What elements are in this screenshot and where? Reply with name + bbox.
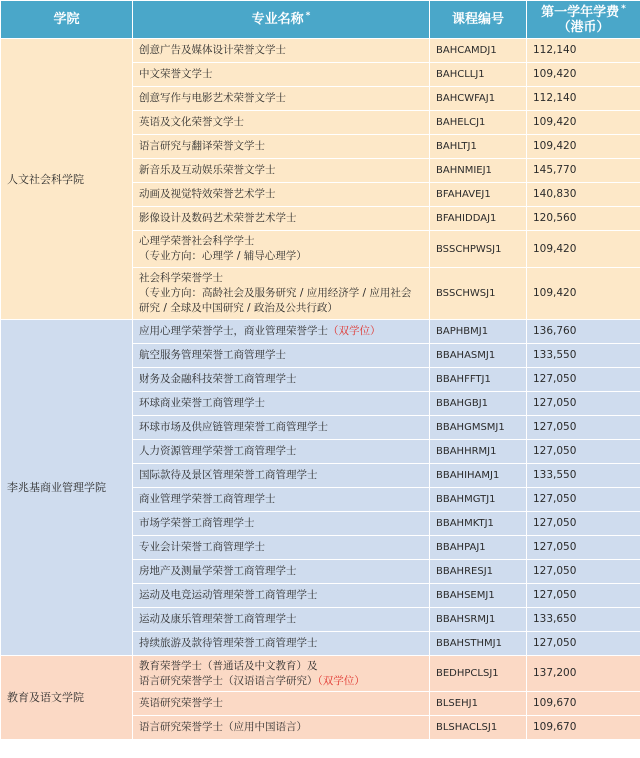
programme-name: 财务及金融科技荣誉工商管理学士 — [139, 373, 297, 385]
programme-name: 持续旅游及款待管理荣誉工商管理学士 — [139, 637, 318, 649]
course-code-cell: BFAHIDDAJ1 — [430, 207, 527, 231]
programme-name: 新音乐及互动娱乐荣誉文学士 — [139, 164, 276, 176]
programme-name: 语言研究与翻译荣誉文学士 — [139, 140, 265, 152]
course-code-cell: BBAHHRMJ1 — [430, 440, 527, 464]
tuition-fee-cell: 140,830 — [527, 183, 640, 207]
programme-name: 房地产及测量学荣誉工商管理学士 — [139, 565, 297, 577]
tuition-fee-cell: 112,140 — [527, 39, 640, 63]
faculty-cell: 李兆基商业管理学院 — [1, 320, 133, 656]
programme-name: 语言研究荣誉学士（应用中国语言） — [139, 721, 307, 733]
tuition-fee-cell: 127,050 — [527, 392, 640, 416]
tuition-fee-cell: 136,760 — [527, 320, 640, 344]
programme-name: 应用心理学荣誉学士，商业管理荣誉学士 — [139, 325, 328, 337]
course-code-cell: BFAHAVEJ1 — [430, 183, 527, 207]
course-code-cell: BAHLTJ1 — [430, 135, 527, 159]
programme-cell — [133, 207, 430, 231]
tuition-fee-cell: 127,050 — [527, 584, 640, 608]
header-programme: 专业名称 * — [133, 1, 430, 39]
course-code-cell: BAHELCJ1 — [430, 111, 527, 135]
tuition-fee-cell: 127,050 — [527, 416, 640, 440]
programme-name: 环球商业荣誉工商管理学士 — [139, 397, 265, 409]
table-row — [1, 320, 640, 344]
table-header-row — [1, 1, 640, 39]
course-code-cell: BSSCHWSJ1 — [430, 268, 527, 320]
course-code-cell: BBAHIHAMJ1 — [430, 464, 527, 488]
course-code-cell: BSSCHPWSJ1 — [430, 231, 527, 268]
tuition-fee-cell: 127,050 — [527, 560, 640, 584]
programme-cell — [133, 368, 430, 392]
programme-cell — [133, 560, 430, 584]
tuition-fee-cell: 133,550 — [527, 464, 640, 488]
programme-cell — [133, 716, 430, 740]
course-code-cell: BAHCAMDJ1 — [430, 39, 527, 63]
course-code-cell: BBAHMKTJ1 — [430, 512, 527, 536]
programme-cell — [133, 488, 430, 512]
course-code-cell: BBAHFFTJ1 — [430, 368, 527, 392]
course-code-cell: BBAHGBJ1 — [430, 392, 527, 416]
tuition-fee-cell: 109,670 — [527, 716, 640, 740]
tuition-fee-cell: 109,670 — [527, 692, 640, 716]
programme-cell — [133, 440, 430, 464]
programme-cell — [133, 416, 430, 440]
tuition-fee-cell: 109,420 — [527, 111, 640, 135]
programme-name: 商业管理学荣誉工商管理学士 — [139, 493, 276, 505]
dual-degree-badge: （双学位） — [317, 674, 365, 687]
tuition-fee-cell: 109,420 — [527, 135, 640, 159]
programme-name: 市场学荣誉工商管理学士 — [139, 517, 255, 529]
course-code-cell: BBAHASMJ1 — [430, 344, 527, 368]
programme-name: 创意广告及媒体设计荣誉文学士 — [139, 44, 286, 56]
programme-cell — [133, 392, 430, 416]
course-code-cell: BBAHRESJ1 — [430, 560, 527, 584]
programme-name: 英语研究荣誉学士 — [139, 697, 223, 709]
programme-name: 环球市场及供应链管理荣誉工商管理学士 — [139, 421, 328, 433]
programme-cell — [133, 692, 430, 716]
tuition-fee-cell: 137,200 — [527, 656, 640, 692]
tuition-fee-cell: 127,050 — [527, 536, 640, 560]
programme-cell — [133, 231, 430, 268]
course-code-cell: BBAHPAJ1 — [430, 536, 527, 560]
tuition-fee-cell: 109,420 — [527, 268, 640, 320]
tuition-fee-cell: 133,650 — [527, 608, 640, 632]
programme-cell — [133, 63, 430, 87]
course-code-cell: BAHCLLJ1 — [430, 63, 527, 87]
programme-name: 英语及文化荣誉文学士 — [139, 116, 244, 128]
faculty-cell: 人文社会科学院 — [1, 39, 133, 320]
table-row — [1, 39, 640, 63]
programme-name-line: 研究 / 全球及中国研究 / 政治及公共行政） — [139, 302, 338, 314]
dual-degree-badge: （双学位） — [328, 325, 381, 337]
programme-name: 教育荣誉学士（普通话及中文教育）及 — [139, 659, 318, 672]
programme-cell — [133, 268, 430, 320]
tuition-fee-cell: 145,770 — [527, 159, 640, 183]
programme-name: 运动及电竞运动管理荣誉工商管理学士 — [139, 589, 318, 601]
tuition-fee-cell: 112,140 — [527, 87, 640, 111]
programme-name-line: （专业方向：高龄社会及服务研究 / 应用经济学 / 应用社会 — [139, 287, 412, 299]
programme-cell — [133, 159, 430, 183]
programme-name: 动画及视觉特效荣誉艺术学士 — [139, 188, 276, 200]
tuition-fee-cell: 120,560 — [527, 207, 640, 231]
programme-name: 专业会计荣誉工商管理学士 — [139, 541, 265, 553]
tuition-fee-cell: 127,050 — [527, 440, 640, 464]
faculty-cell: 教育及语文学院 — [1, 656, 133, 740]
course-code-cell: BBAHMGTJ1 — [430, 488, 527, 512]
tuition-fee-cell: 109,420 — [527, 63, 640, 87]
programme-name: 航空服务管理荣誉工商管理学士 — [139, 349, 286, 361]
programme-cell — [133, 656, 430, 692]
header-faculty: 学院 — [1, 1, 133, 39]
programme-name: 国际款待及景区管理荣誉工商管理学士 — [139, 469, 318, 481]
programme-cell — [133, 87, 430, 111]
programme-name-line: 语言研究荣誉学士（汉语语言学研究） — [139, 674, 318, 687]
programme-cell — [133, 584, 430, 608]
programme-name: 运动及康乐管理荣誉工商管理学士 — [139, 613, 297, 625]
header-code: 课程编号 — [430, 1, 527, 39]
programme-cell — [133, 135, 430, 159]
course-code-cell: BBAHSRMJ1 — [430, 608, 527, 632]
programme-name: 中文荣誉文学士 — [139, 68, 213, 80]
programme-name: 社会科学荣誉学士 — [139, 272, 223, 284]
tuition-fee-cell: 109,420 — [527, 231, 640, 268]
table-row — [1, 656, 640, 692]
header-fee: 第一学年学费 * （港币） — [527, 1, 640, 39]
programme-cell — [133, 536, 430, 560]
programme-cell — [133, 39, 430, 63]
programme-cell — [133, 111, 430, 135]
programme-cell — [133, 344, 430, 368]
tuition-fee-cell: 127,050 — [527, 488, 640, 512]
programme-name: 人力资源管理学荣誉工商管理学士 — [139, 445, 297, 457]
course-code-cell: BAHCWFAJ1 — [430, 87, 527, 111]
programme-cell — [133, 608, 430, 632]
programme-name: 心理学荣誉社会科学学士 — [139, 235, 255, 247]
course-code-cell: BEDHPCLSJ1 — [430, 656, 527, 692]
programme-cell — [133, 320, 430, 344]
tuition-fee-cell: 133,550 — [527, 344, 640, 368]
programme-cell — [133, 512, 430, 536]
course-code-cell: BLSEHJ1 — [430, 692, 527, 716]
programme-name: 影像设计及数码艺术荣誉艺术学士 — [139, 212, 297, 224]
programme-name: 创意写作与电影艺术荣誉文学士 — [139, 92, 286, 104]
programme-name-line: （专业方向：心理学 / 辅导心理学） — [139, 250, 307, 262]
tuition-fee-cell: 127,050 — [527, 632, 640, 656]
course-code-cell: BAHNMIEJ1 — [430, 159, 527, 183]
course-code-cell: BBAHSTHMJ1 — [430, 632, 527, 656]
course-code-cell: BAPHBMJ1 — [430, 320, 527, 344]
tuition-fee-cell: 127,050 — [527, 512, 640, 536]
programme-cell — [133, 464, 430, 488]
course-code-cell: BBAHSEMJ1 — [430, 584, 527, 608]
course-code-cell: BLSHACLSJ1 — [430, 716, 527, 740]
programme-cell — [133, 183, 430, 207]
programme-cell — [133, 632, 430, 656]
tuition-fee-cell: 127,050 — [527, 368, 640, 392]
course-code-cell: BBAHGMSMJ1 — [430, 416, 527, 440]
